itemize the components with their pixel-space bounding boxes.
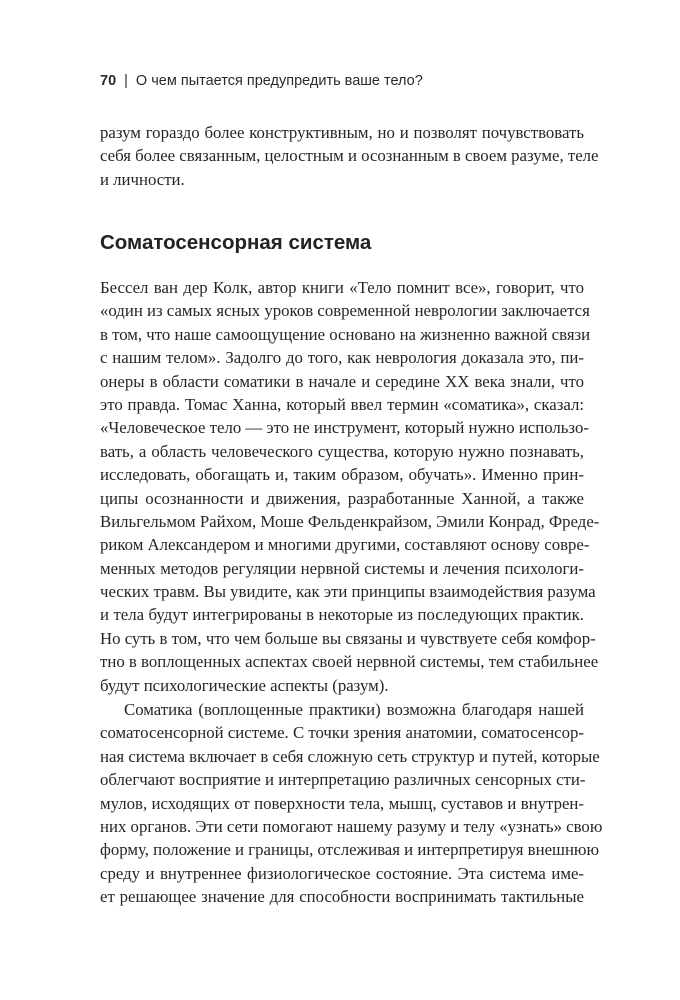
text-line: ческих травм. Вы увидите, как эти принципы взаимодействия разума [100,582,596,602]
book-title: О чем пытается предупредить ваше тело? [135,73,423,89]
paragraph-1 [100,276,600,697]
text-line: Вильгельмом Райхом, Моше Фельденкрайзом, Эмили Конрад, Фреде- [100,511,600,531]
text-line: среду и внутреннее физиологическое состояние. Эта система име- [100,863,584,883]
text-line: это правда. Томас Ханна, который ввел термин «соматика», сказал: [100,394,584,414]
text-line: форму, положение и границы, отслеживая и интерпретируя внешнюю [100,840,599,860]
text-line: облегчают восприятие и интерпретацию различных сенсорных сти- [100,770,586,790]
text-line: менных методов регуляции нервной системы и лечения психологи- [100,558,584,578]
text-line: и тела будут интегрированы в некоторые из последующих практик. [100,605,584,625]
text-line: в том, что наше самоощущение основано на жизненно важной связи [100,324,591,344]
text-line: исследовать, обогащать и, таким образом, обучать». Именно прин- [100,465,584,485]
text-line: будут психологические аспекты (разум). [100,675,389,695]
section-heading: Соматосенсорная система [100,231,372,254]
header-separator: | [124,73,128,89]
text-line: онеры в области соматики в начале и середине XX века знали, что [100,371,584,391]
intro-paragraph [100,121,599,191]
text-line: Но суть в том, что чем больше вы связаны и чувствуете себя комфор- [100,628,596,648]
text-line: «один из самых ясных уроков современной неврологии заключается [100,301,590,321]
text-line: ципы осознанности и движения, разработанные Ханной, а также [100,488,584,508]
text-line: Бессел ван дер Колк, автор книги «Тело помнит все», говорит, что [100,278,584,297]
text-line: с нашим телом». Задолго до того, как неврология доказала это, пи- [100,348,584,368]
text-line: ет решающее значение для способности воспринимать тактильные [100,887,584,907]
text-line: «Человеческое тело — это не инструмент, который нужно использо- [100,418,589,438]
paragraph-2 [100,698,603,909]
running-header [100,73,580,89]
text-line: Соматика (воплощенные практики) возможна благодаря нашей [124,700,584,719]
text-line: риком Александером и многими другими, составляют основу совре- [100,535,590,555]
text-line: себя более связанным, целостным и осознанным в своем разуме, теле [100,146,599,166]
text-line: вать, а область человеческого существа, которую нужно познавать, [100,441,584,461]
text-line: тно в воплощенных аспектах своей нервной системы, тем стабильнее [100,652,599,672]
text-line: ная система включает в себя сложную сеть структур и путей, которые [100,746,600,766]
text-line: разум гораздо более конструктивным, но и позволят почувствовать [100,123,584,142]
page-number: 70 [100,73,117,89]
text-line: соматосенсорной системе. С точки зрения анатомии, соматосенсор- [100,723,584,743]
text-line: мулов, исходящих от поверхности тела, мышц, суставов и внутрен- [100,793,584,813]
text-line: и личности. [100,169,185,189]
text-line: них органов. Эти сети помогают нашему разуму и телу «узнать» свою [100,816,603,836]
